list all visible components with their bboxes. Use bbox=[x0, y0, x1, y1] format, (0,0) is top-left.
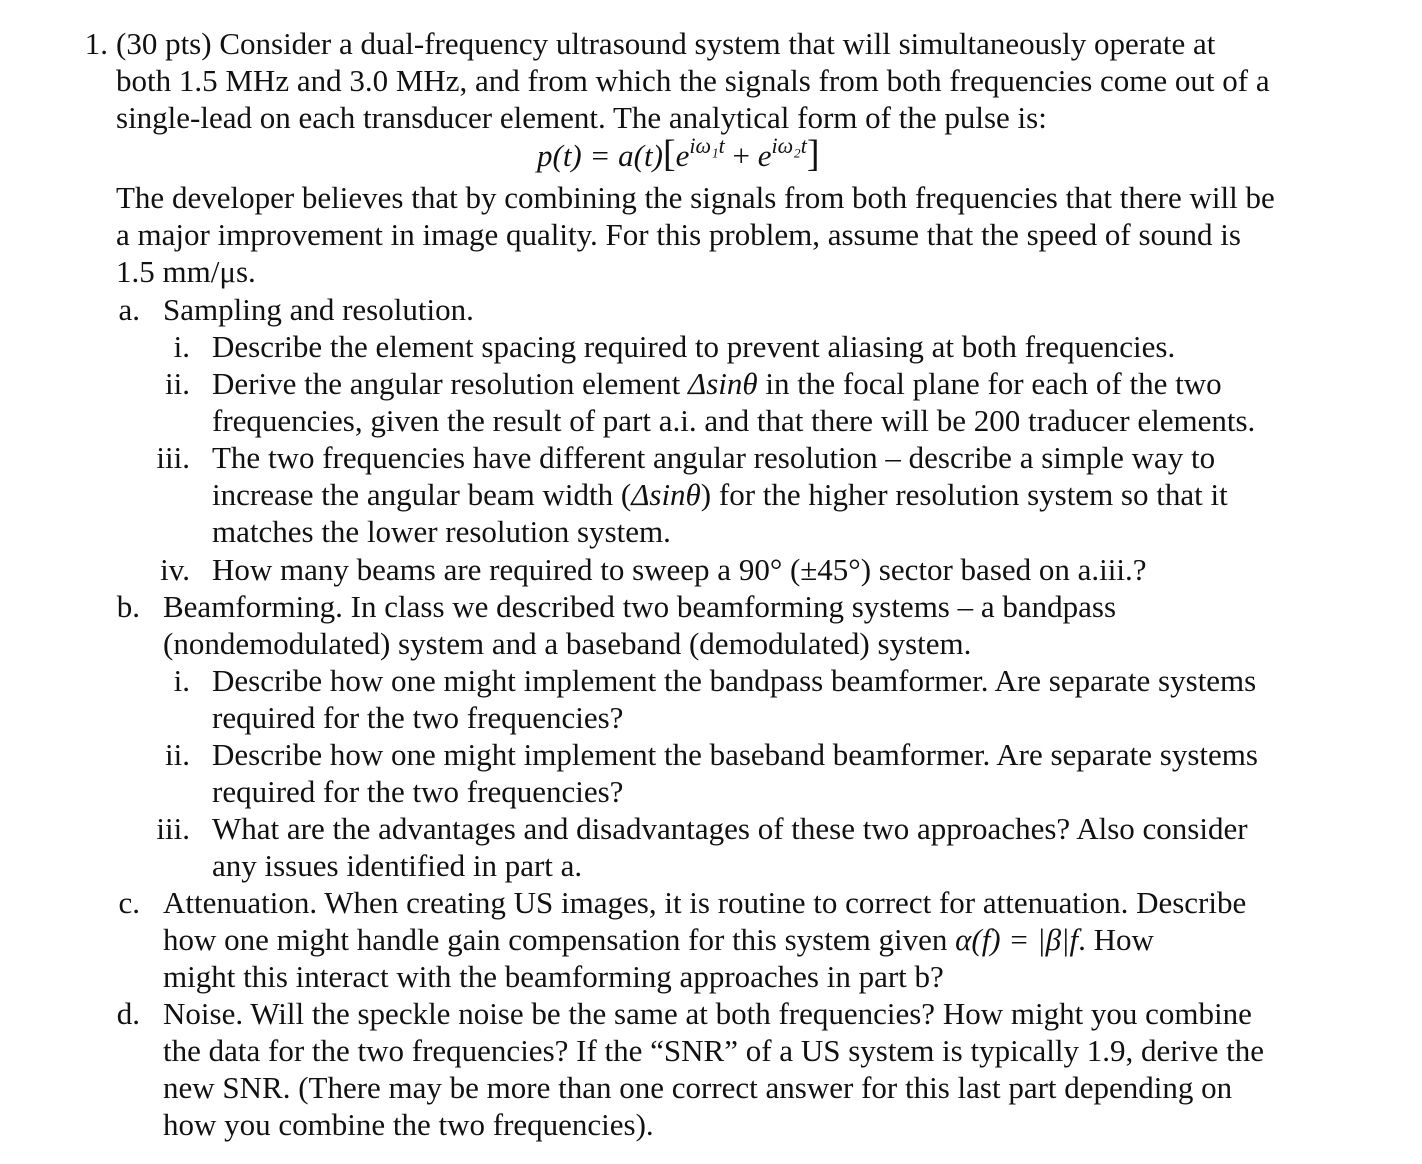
part-c-line-1: Attenuation. When creating US images, it is routine to correct for attenuation. Describe bbox=[163, 885, 1247, 920]
intro-line-1: (30 pts) Consider a dual-frequency ultrasound system that will simultaneously operate at bbox=[116, 26, 1216, 61]
part-d-line-2: the data for the two frequencies? If the “SNR” of a US system is typically 1.9, derive the bbox=[163, 1033, 1265, 1068]
equation-plus: + bbox=[724, 138, 758, 173]
part-a-i-text: Describe the element spacing required to prevent aliasing at both frequencies. bbox=[212, 329, 1176, 364]
part-d-line-1: Noise. Will the speckle noise be the same at both frequencies? How might you combine bbox=[163, 996, 1252, 1031]
part-b-ii-label: ii. bbox=[165, 737, 190, 772]
ninety-degrees: 90° bbox=[738, 552, 783, 587]
part-a-iii-line-3: matches the lower resolution system. bbox=[212, 514, 671, 549]
equation-exp2-base: e bbox=[757, 138, 772, 173]
part-b-line-1: Beamforming. In class we described two beamforming systems – a bandpass bbox=[163, 589, 1117, 624]
part-a-ii-line-2: frequencies, given the result of part a.i. and that there will be 200 traducer elements. bbox=[212, 403, 1256, 438]
part-a-iii-line-2: increase the angular beam width (Δsinθ) for the higher resolution system so that it bbox=[212, 477, 1228, 512]
part-a-ii-line-1: Derive the angular resolution element Δsinθ in the focal plane for each of the two bbox=[212, 366, 1222, 401]
part-a-iv-text: How many beams are required to sweep a 90° (±45°) sector based on a.iii.? bbox=[212, 552, 1147, 587]
delta-sin-theta-2: Δsinθ bbox=[631, 477, 701, 512]
part-a-label: a. bbox=[118, 292, 140, 327]
attenuation-formula: α(f) = |β|f bbox=[955, 922, 1079, 957]
equation-exp1: iω₁t bbox=[689, 132, 725, 158]
part-c-label: c. bbox=[118, 885, 140, 920]
part-d-line-3: new SNR. (There may be more than one correct answer for this last part depending on bbox=[163, 1070, 1233, 1105]
part-b-iii-line-2: any issues identified in part a. bbox=[212, 848, 583, 883]
part-b-i-line-1: Describe how one might implement the bandpass beamformer. Are separate systems bbox=[212, 663, 1257, 698]
part-b-i-label: i. bbox=[173, 663, 190, 698]
intro-line-2: both 1.5 MHz and 3.0 MHz, and from which the signals from both frequencies come out of a bbox=[116, 63, 1270, 98]
part-b-line-2: (nondemodulated) system and a baseband (demodulated) system. bbox=[163, 626, 972, 661]
question-number: 1. bbox=[84, 26, 108, 61]
part-a-ii-label: ii. bbox=[165, 366, 190, 401]
part-c-line-2: how one might handle gain compensation for this system given α(f) = |β|f. How bbox=[163, 922, 1154, 957]
after-line-3: 1.5 mm/μs. bbox=[116, 254, 256, 289]
part-b-ii-line-2: required for the two frequencies? bbox=[212, 774, 624, 809]
part-a-iii-line-1: The two frequencies have different angular resolution – describe a simple way to bbox=[212, 440, 1216, 475]
part-b-i-line-2: required for the two frequencies? bbox=[212, 700, 624, 735]
part-d-line-4: how you combine the two frequencies). bbox=[163, 1107, 654, 1142]
part-b-label: b. bbox=[116, 589, 140, 624]
part-c-line-3: might this interact with the beamforming approaches in part b? bbox=[163, 959, 944, 994]
after-line-2: a major improvement in image quality. For this problem, assume that the speed of sound is bbox=[116, 217, 1241, 252]
equation-lhs: p(t) = a(t) bbox=[537, 138, 663, 173]
equation-left-bracket: [ bbox=[662, 133, 676, 175]
part-b-iii-line-1: What are the advantages and disadvantages of these two approaches? Also consider bbox=[212, 811, 1248, 846]
part-a-title: Sampling and resolution. bbox=[163, 292, 474, 327]
equation-exp2: iω₂t bbox=[771, 132, 807, 158]
pulse-equation bbox=[537, 132, 820, 175]
part-b-iii-label: iii. bbox=[156, 811, 190, 846]
intro-line-3: single-lead on each transducer element. The analytical form of the pulse is: bbox=[116, 100, 1047, 135]
part-a-iii-label: iii. bbox=[156, 440, 190, 475]
equation-right-bracket: ] bbox=[806, 133, 820, 175]
delta-sin-theta: Δsinθ bbox=[688, 366, 758, 401]
after-line-1: The developer believes that by combining the signals from both frequencies that there will be bbox=[116, 180, 1275, 215]
part-a-iv-label: iv. bbox=[160, 552, 190, 587]
part-a-i-label: i. bbox=[173, 329, 190, 364]
part-d-label: d. bbox=[116, 996, 140, 1031]
part-b-ii-line-1: Describe how one might implement the baseband beamformer. Are separate systems bbox=[212, 737, 1258, 772]
plus-minus-45: ±45° bbox=[800, 552, 861, 587]
equation-exp1-base: e bbox=[675, 138, 690, 173]
